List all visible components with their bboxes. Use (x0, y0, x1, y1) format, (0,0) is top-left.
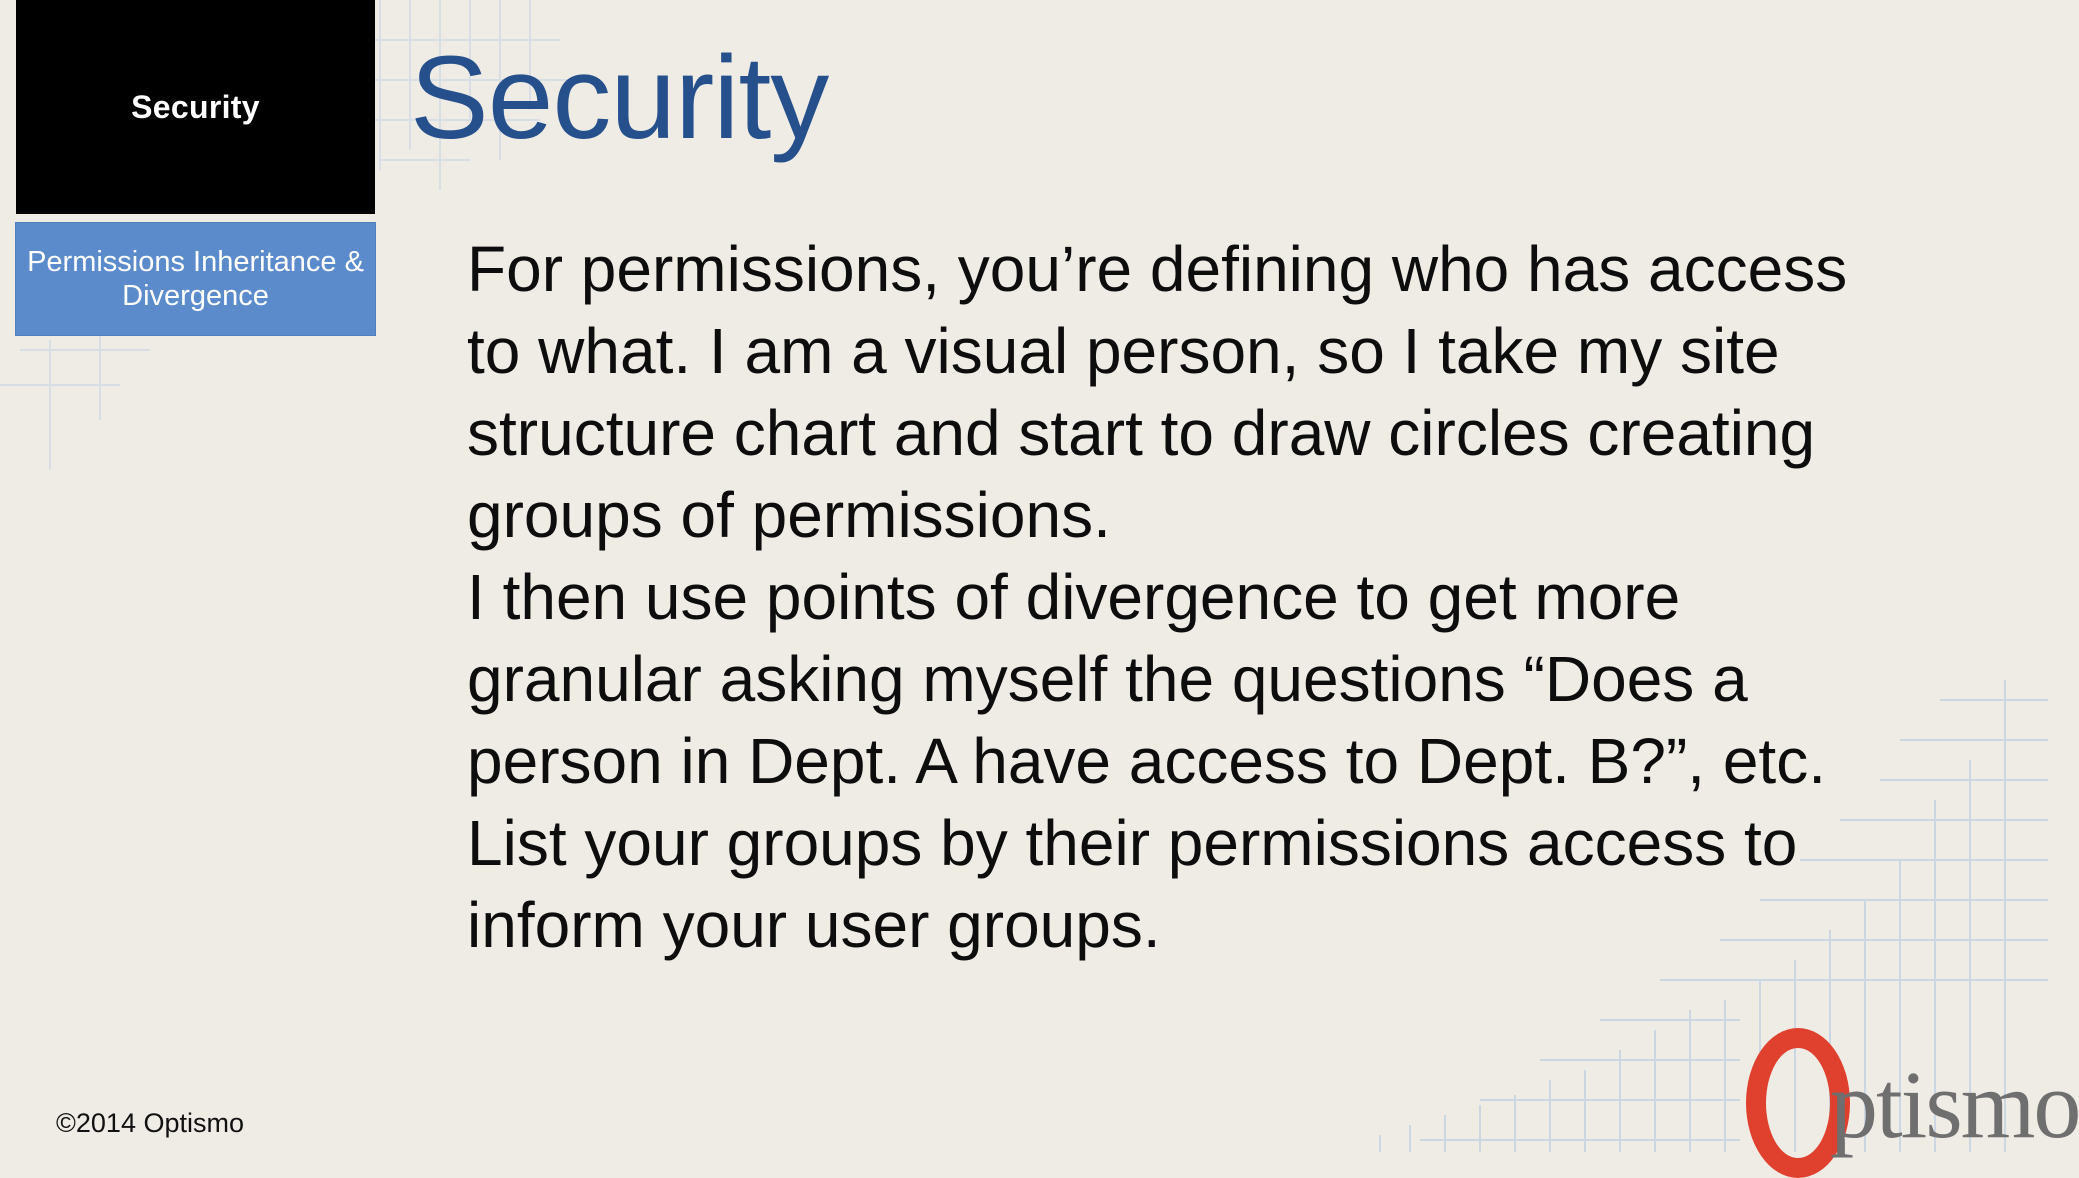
subsection-header-block (15, 222, 376, 336)
body-line: structure chart and start to draw circles creating (467, 397, 1816, 469)
subsection-label: Permissions Inheritance & Divergence (27, 246, 364, 312)
body-line: person in Dept. A have access to Dept. B?”, etc. (467, 725, 1826, 797)
body-line: For permissions, you’re defining who has access (467, 233, 1848, 305)
body-line: I then use points of divergence to get more (467, 561, 1681, 633)
body-line: granular asking myself the questions “Does a (467, 643, 1748, 715)
body-line: groups of permissions. (467, 479, 1111, 551)
section-label: Security (131, 88, 260, 125)
slide-title: Security (410, 32, 829, 164)
body-line: inform your user groups. (467, 889, 1161, 961)
logo-wordmark: ptismo (1830, 1051, 2079, 1158)
copyright-notice: ©2014 Optismo (56, 1108, 244, 1138)
slide-body-text (467, 228, 2027, 966)
body-line: to what. I am a visual person, so I take my site (467, 315, 1780, 387)
section-header-block (16, 0, 375, 214)
optismo-logo (1738, 1020, 2079, 1158)
body-line: List your groups by their permissions access to (467, 807, 1798, 879)
